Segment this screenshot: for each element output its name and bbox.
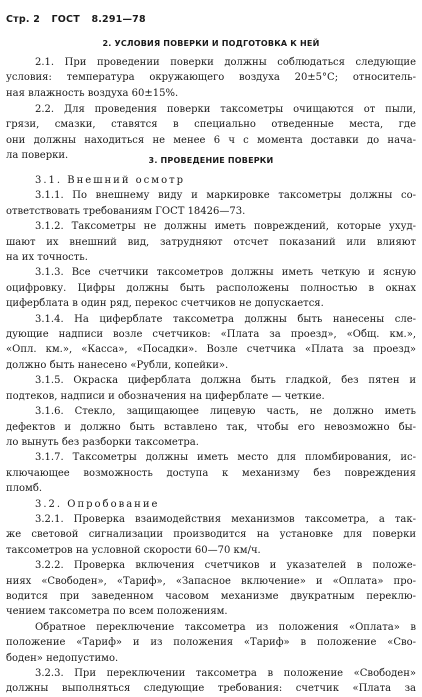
text-line: должны выполняться следующие требования: счетчик «Плата за [6,683,416,695]
text-line: боден» недопустимо. [6,652,119,664]
text-line: ная влажность воздуха 60±15%. [6,87,179,99]
text-line: Обратное переключение таксометра из положения «Оплата» в [35,621,416,633]
text-line: 3.1.1. По внешнему виду и маркировке таксометры должны со- [35,190,416,202]
section-3-heading: 3. ПРОВЕДЕНИЕ ПОВЕРКИ [148,156,274,165]
text-line: «Опл. км.», «Касса», «Посадки». Возле счетчика «Плата за проезд» [6,344,416,356]
text-line: ла поверки. [6,150,69,162]
text-line: 3.1.4. На циферблате таксометра должны быть нанесены сле- [35,313,416,325]
standard-number: 8.291—78 [91,14,146,25]
text-line: положение «Тариф» и из положения «Тариф» в положение «Сво- [6,637,416,649]
text-line: дефектов и должно быть вставлено так, чтобы его невозможно бы- [6,421,416,433]
standard-label: ГОСТ [51,14,80,25]
text-line: чением таксометра по всем положениям. [6,606,228,618]
paragraph-2-1 [6,55,416,101]
text-line: 3.2.3. При переключении таксометра в положение «Свободен» [35,668,416,679]
paragraph-2-2 [6,102,416,164]
section-3-body [6,173,416,697]
subsection-3-2-title: 3.2. Опробование [35,498,160,510]
page-number: Стр. 2 [6,14,41,25]
text-line: оцифровку. Цифры должны быть расположены полностью в окнах [6,282,416,294]
text-line: ниях «Свободен», «Тариф», «Запасное включение» и «Оплата» про- [6,575,416,587]
section-2-heading: 2. УСЛОВИЯ ПОВЕРКИ И ПОДГОТОВКА К НЕЙ [102,39,320,48]
text-line: 3.2.1. Проверка взаимодействия механизмов таксометра, а так- [35,513,416,525]
text-line: водится при заведенном часовом механизме двукратным переклю- [6,590,416,602]
text-line: должно быть нанесено «Рубли, копейки». [6,359,229,371]
text-line: 3.1.3. Все счетчики таксометров должны иметь четкую и ясную [35,267,416,279]
text-line: 3.1.7. Таксометры должны иметь место для пломбирования, ис- [35,452,416,464]
text-line: таксометров на условной скорости 60—70 км/ч. [6,544,261,556]
subsection-3-1-title: 3.1. Внешний осмотр [35,175,186,186]
text-line: ответствовать требованиям ГОСТ 18426—73. [6,205,246,217]
text-line: 2.2. Для проведения поверки таксометры очищаются от пыли, [35,104,416,115]
text-line: шают их внешний вид, затрудняют отсчет показаний или влияют [6,236,416,248]
text-line: грязи, смазки, ставятся в специально отведенные места, где [6,119,416,131]
text-line: 3.1.5. Окраска циферблата должна быть гладкой, без пятен и [35,375,416,387]
text-line: 2.1. При проведении поверки должны соблюдаться следующие [35,57,416,68]
text-line: дующие надписи возле счетчиков: «Плата за проезд», «Общ. км.», [6,329,416,341]
text-line: подтеков, надписи и обозначения на циферблате — четкие. [6,390,325,402]
text-line: пломб. [6,483,43,495]
text-line: 3.1.6. Стекло, защищающее лицевую часть, не должно иметь [35,406,416,418]
text-line: они должны находиться не менее 6 ч с момента доставки до нача- [6,134,416,146]
text-line: 3.2.2. Проверка включения счетчиков и указателей в положе- [35,560,416,572]
text-line: условия: температура окружающего воздуха 20±5°C; относитель- [6,72,416,84]
text-line: ло вынуть без разборки таксометра. [6,436,199,448]
running-head [6,14,154,25]
text-line: на их точность. [6,252,88,264]
text-line: циферблата в один ряд, перекос счетчиков не допускается. [6,298,324,310]
text-line: 3.1.2. Таксометры не должны иметь повреждений, которые ухуд- [35,221,416,233]
text-line: же световой сигнализации производится на установке для поверки [6,529,416,541]
text-line: ключающее возможность доступа к механизму без повреждения [6,467,416,479]
